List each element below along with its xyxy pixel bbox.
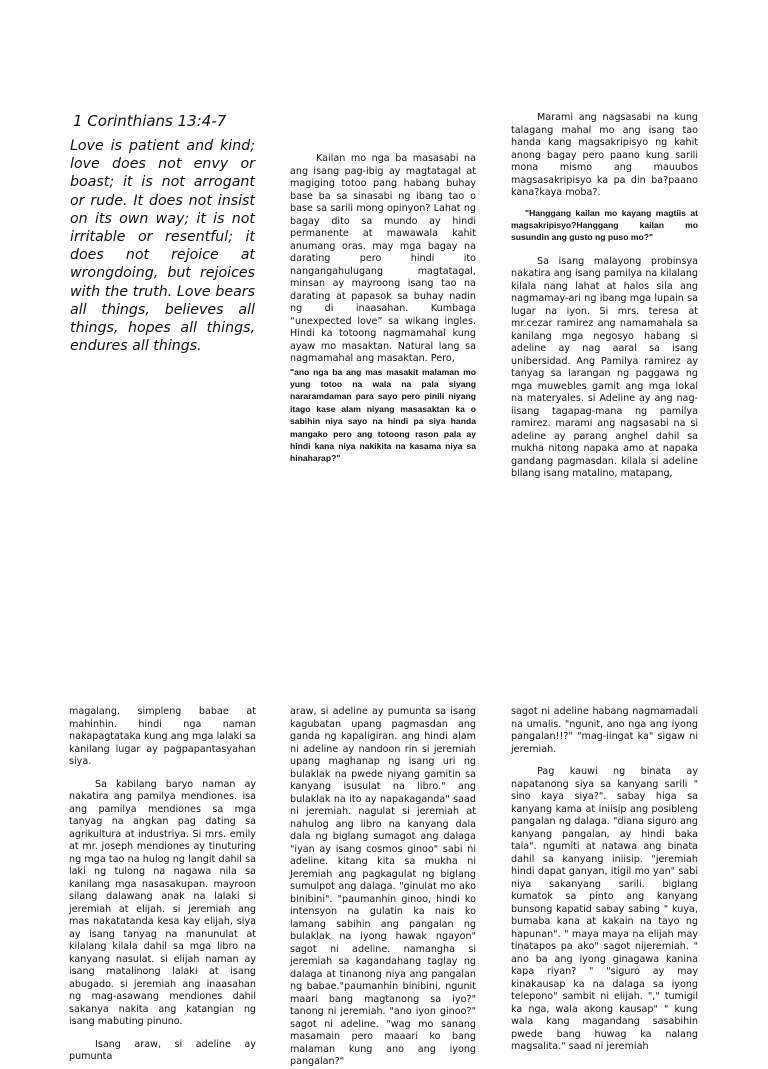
mendiones-family-paragraph: Sa kabilang baryo naman ay nakatira ang pamilya mendiones. isa ang pamilya mendiones sa mga tanyag na angkan pag dating sa agrikultura at industriya. Si mrs. emily at mr. joseph mendiones ay tinuturing ng mga tao na hulog ng langit dahil sa laki ng tulong na nagawa nila sa kanilang mga nasasakupan. mayroon silang dalawang anak na lalaki si jeremiah at elijah. si jeremiah ang mas nakatatanda kesa kay elijah, siya ay isang tanyag na manunulat at kilalang kilala dahil sa mga libro na kanyang nasulat. si elijah naman ay isang matalinong lalaki at isang abugado. si jeremiah ang inaasahan ng mag-asawang mendiones dahil sakanya nakita ang katangian ng isang mabuting pinuno.	[69, 778, 256, 1027]
adeline-description-paragraph: magalang, simpleng babae at mahinhin. hindi nga naman nakapagtataka kung ang mga lalaki sa kanilang lugar ay pagpapantasyahan siya.	[69, 706, 256, 767]
evening-paragraph: Pag kauwi ng binata ay napatanong siya sa kanyang sarili " sino kaya siya?". sabay higa sa kanyang kama at iniisip ang posibleng pangalan ng dalaga. "diana siguro ang kanyang pangalan, ay hindi baka tala". ngumiti at natawa ang binata dahil sa kanyang iniisip. "jeremiah hindi dapat ganyan, itigil mo yan" sabi niya sakanyang sarili. biglang kumatok sa pinto ang kanyang bunsong kapatid sabay sabing " kuya, bumaba kana at kakain na tayo ng hapunan". " maya maya na elijah may tinatapos pa ako" sagot nijeremiah. " ano ba ang iyong ginagawa kanina kapa riyan? " "siguro ay may kinakausap ka na dalaga sa iyong telepono" sambit ni elijah. "," tumigil ka nga, wala akong kausap" " kung wala kang magandang sasabihin pwede bang huwag ka nalang magsalita." saad ni jeremiah	[511, 766, 698, 1052]
bottom-left-column	[69, 706, 256, 1062]
bottom-middle-column	[290, 706, 476, 1067]
top-right-column	[511, 112, 698, 480]
top-middle-column	[290, 153, 476, 464]
forest-intro-paragraph: Isang araw, si adeline ay pumunta	[69, 1038, 256, 1062]
intro-paragraph: Kailan mo nga ba masasabi na ang isang pag-ibig ay magtatagal at magiging totoo pang habang buhay base ba sa sinasabi ng ibang tao o base sa sarili mong opinyon? Lahat ng bagay dito sa mundo ay hindi permanente at mawawala kahit anumang oras. may mga bagay na darating pero hindi ito nangangahulugang magtatagal, minsan ay mayroong isang tao na darating at papasok sa buhay nadin ng di inaasahan. Kumbaga “unexpected love” sa wikang ingles. Hindi ka totoong nagmamahal kung ayaw mo masaktan. Natural lang sa nagmamahal ang masaktan. Pero,	[290, 153, 476, 364]
ramirez-family-paragraph: Sa isang malayong probinsya nakatira ang isang pamilya na kilalang kilala nang lahat at halos sila ang nagmamay-ari ng ibang mga lupain sa lugar na iyon. Si mrs. teresa at mr.cezar ramirez ang namamahala sa kanilang mga negosyo habang si adeline ay nag aaral sa isang unibersidad. Ang Pamilya ramirez ay tanyag sa larangan ng paggawa ng mga muwebles gamit ang mga lokal na materyales. si Adeline ay ang nag-iisang tagapag-mana ng pamilya ramirez. marami ang nagsasabi na si adeline ay parang anghel dahil sa mukha nitong napaka amo at napaka gandang pagmasdan. kilala si adeline bilang isang matalino, matapang,	[511, 255, 698, 480]
intro-quote: "ano nga ba ang mas masakit malaman mo yung totoo na wala na pala siyang nararamdaman para sayo pero pinili niyang itago kase alam niyang masasaktan ka o sabihin niya sayo na hindi pa siya handa mangako pero ang totoong rason pala ay hindi kana niya nakikita na kasama niya sa hinaharap?"	[290, 366, 476, 464]
forest-encounter-paragraph: araw, si adeline ay pumunta sa isang kagubatan upang pagmasdan ang ganda ng kapaligiran. ang hindi alam ni adeline ay nandoon rin si jeremiah upang maghanap ng isang uri ng bulaklak na pwede niyang gamitin sa kanyang isusulat na libro." ang bulaklak na ito ay napakaganda" saad ni jeremiah. nagulat si jeremiah at nahulog ang libro na kanyang dala dala ng biglang sumagot ang dalaga "iyan ay isang cosmos ginoo" sabi ni adeline. kitang kita sa mukha ni Jeremiah ang pagkagulat ng biglang sumulpot ang dalaga. "ginulat mo ako binibini". "paumanhin ginoo, hindi ko intensyon na gulatin ka nais ko lamang sabihin ang pangalan ng bulaklak na iyong hawak ngayon" sagot ni adeline. namangha si jeremiah sa kagandahang taglay ng dalaga at tinanong niya ang pangalan ng babae."paumanhin binibini, ngunit maari bang magtanong sa iyo?" tanong ni jeremiah. "ano iyon ginoo?" sagot ni adeline. "wag mo sanang masamain pero maaari ko bang malaman kung ano ang iyong pangalan?"	[290, 706, 476, 1067]
farewell-paragraph: sagot ni adeline habang nagmamadali na umalis. "ngunit, ano nga ang iyong pangalan!!?" "mag-iingat ka" sigaw ni jeremiah.	[511, 706, 698, 755]
bottom-right-column	[511, 706, 698, 1052]
sacrifice-quote: "Hanggang kailan mo kayang magtiis at magsakripisyo?Hanggang kailan mo susundin ang gusto ng puso mo?"	[511, 207, 698, 243]
sacrifice-paragraph: Marami ang nagsasabi na kung talagang mahal mo ang isang tao handa kang magsakripisyo ng kahit anong bagay pero paano kung sarili mona mismo ang mauubos magsasakripisyo ka pa din ba?paano kana?kaya moba?.	[511, 112, 698, 198]
verse-reference: 1 Corinthians 13:4-7	[73, 112, 227, 130]
verse-text: Love is patient and kind; love does not envy or boast; it is not arrogant or rude. It does not insist on its own way; it is not irritable or resentful; it does not rejoice at wrongdoing, but rejoices with the truth. Love bears all things, believes all things, hopes all things, endures all things.	[70, 138, 255, 355]
